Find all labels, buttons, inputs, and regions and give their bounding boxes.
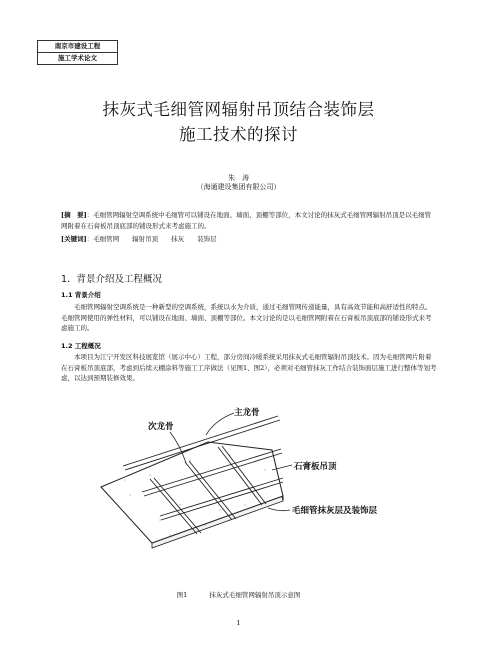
keywords-text: ：毛细管网 辐射吊顶 抹灰 装饰层	[86, 235, 217, 243]
author: 朱 涛	[228, 174, 249, 182]
abstract-text: ：毛细管网辐射空调系统中毛细管可以铺设在地面、墙面、顶棚等部位，本文讨论的抹灰式毛细管网辐射吊顶是以毛细管网附着在石膏板吊顶底部的铺设形式来考虑施工的。	[61, 211, 432, 230]
affiliation: （海通建设集团有限公司）	[196, 183, 281, 191]
sub11-paragraph: 毛细管网辐射空调系统是一种新型的空调系统，系统以水为介质，通过毛细管网传递能量，具有高效节能和高舒适性的特点。毛细管网使用的弹性材料，可以铺设在地面、墙面、顶棚等部位。本文讨论的是以毛细管网附着在石膏板吊顶底部的铺设形式来考虑施工的。	[61, 303, 432, 333]
label-capillary-layer: 毛细管抹灰层及装饰层	[292, 506, 378, 516]
label-gypsum-board: 石膏板吊顶	[294, 462, 337, 472]
figure-caption	[0, 590, 477, 599]
badge-line2: 施工学术论文	[38, 52, 117, 64]
keywords-label: [关键词]	[61, 235, 87, 243]
sub12-paragraph: 本项目为江宁开发区科技展览馆（展示中心）工程，部分房间冷暖系统采用抹灰式毛细管辐射吊顶技术。因为毛细管网片附着在石膏板吊顶底部，考虑到后续天棚涂料等施工工序做法（见图1、图2），必须对毛细管抹灰工作结合装饰面层施工进行整体等划考虑，以达到预期装修效果。	[61, 353, 437, 383]
label-secondary-joist: 次龙骨	[148, 422, 174, 432]
title-line1: 抹灰式毛细管网辐射吊顶结合装饰层	[102, 100, 375, 119]
label-main-joist: 主龙骨	[234, 408, 260, 418]
sub11-heading: 1.1 背景介绍	[61, 291, 101, 299]
page-number: 1	[236, 619, 241, 627]
section1-heading: 1．背景介绍及工程概况	[61, 274, 163, 285]
sub12-heading: 1.2 工程概况	[61, 342, 101, 350]
caption-text: 抹灰式毛细管网辐射吊顶示意图	[209, 591, 301, 599]
abstract-label: [摘 要]	[61, 211, 87, 219]
title-line2: 施工技术的探讨	[179, 125, 298, 144]
caption-number: 图1	[176, 591, 188, 599]
badge-line1: 南京市建设工程	[54, 42, 101, 50]
